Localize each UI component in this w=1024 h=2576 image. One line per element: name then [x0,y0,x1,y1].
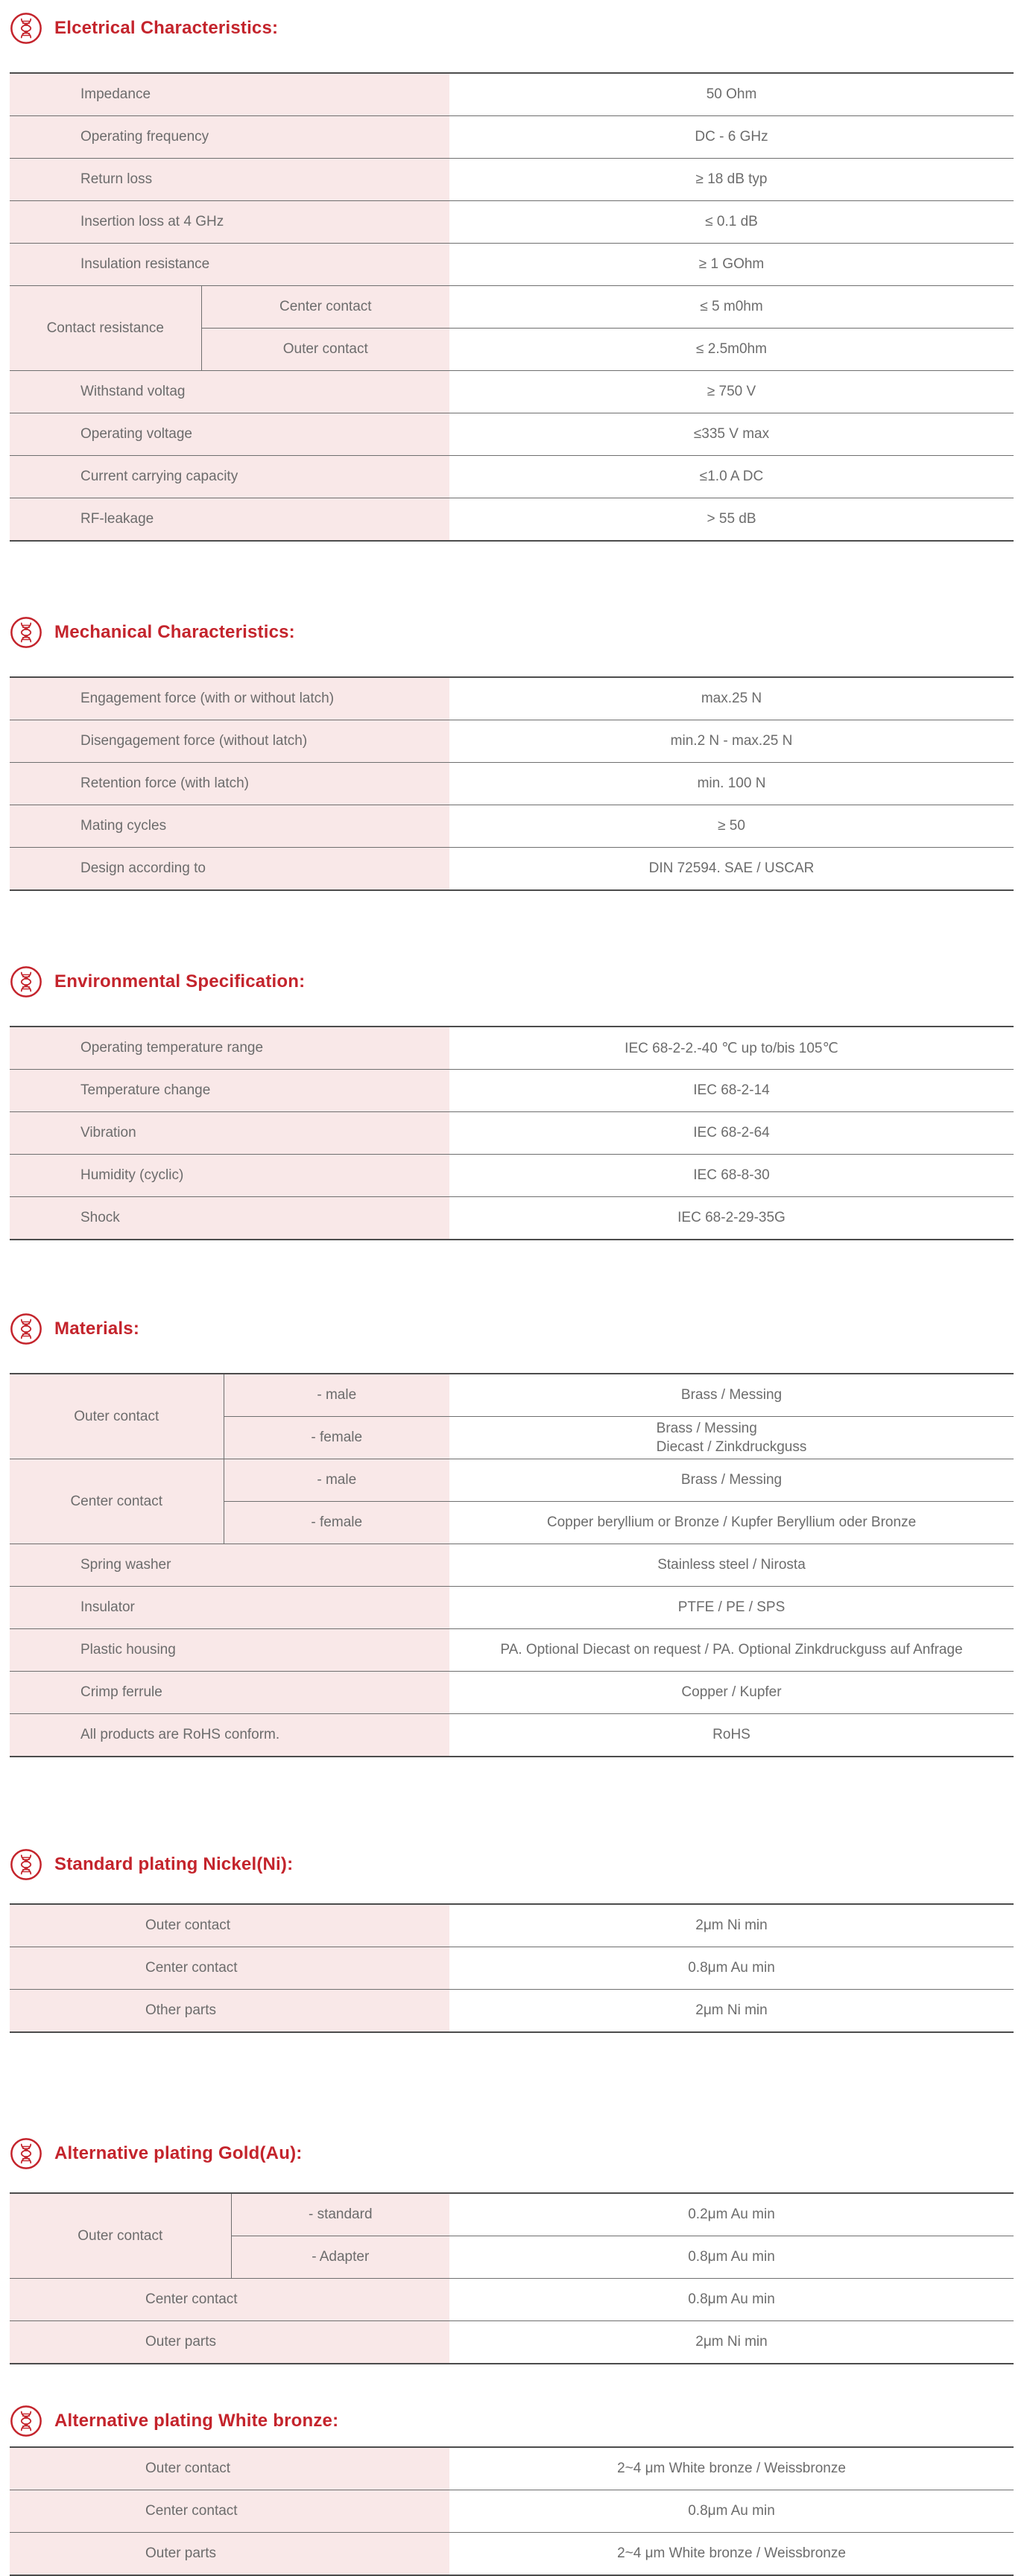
table-row [10,1904,1014,1947]
table-row [10,720,1014,763]
spec-label: Vibration [10,1112,449,1155]
spec-value: ≥ 50 [449,805,1014,848]
spec-label: Center contact [10,1947,449,1990]
spec-sub-label: - female [224,1502,449,1544]
spec-sub-label: - male [224,1374,449,1417]
table-row [10,1070,1014,1112]
spec-label: Humidity (cyclic) [10,1155,449,1197]
table-row [10,1374,1014,1417]
table-row [10,456,1014,498]
table-row [10,498,1014,542]
table-row [10,201,1014,244]
section-title: Alternative plating Gold(Au): [54,2143,303,2163]
table-row [10,244,1014,286]
spec-label: Crimp ferrule [10,1672,449,1714]
table-row [10,1587,1014,1629]
spec-value: 0.8μm Au min [449,2236,1014,2279]
section-mechanical [0,615,1024,891]
section-title: Environmental Specification: [54,971,306,992]
table-row [10,1990,1014,2033]
spec-value: ≤335 V max [449,413,1014,456]
table-row [10,73,1014,116]
table-row [10,1197,1014,1240]
spec-value: ≤ 0.1 dB [449,201,1014,244]
spec-value: Brass / Messing [449,1374,1014,1417]
dna-circle-icon [9,1847,43,1882]
spec-label: Center contact [10,2490,449,2533]
spec-label: Outer contact [10,1904,449,1947]
spec-value: DC - 6 GHz [449,116,1014,159]
section-title: Standard plating Nickel(Ni): [54,1854,294,1874]
dna-circle-icon [9,2136,43,2171]
table-row [10,677,1014,720]
spec-label: Temperature change [10,1070,449,1112]
spec-sub-label: Outer contact [201,329,449,371]
spec-label: Other parts [10,1990,449,2033]
table-row [10,2321,1014,2364]
table-row [10,116,1014,159]
spec-value: RoHS [449,1714,1014,1757]
spec-value: > 55 dB [449,498,1014,542]
spec-value: ≤1.0 A DC [449,456,1014,498]
spec-value: 0.2μm Au min [449,2193,1014,2236]
dna-circle-icon [9,2404,43,2438]
spec-value: Copper / Kupfer [449,1672,1014,1714]
materials-table [10,1373,1014,1757]
spec-label: Design according to [10,848,449,891]
spec-sub-label: - female [224,1417,449,1459]
spec-value: min. 100 N [449,763,1014,805]
spec-value: 2μm Ni min [449,1904,1014,1947]
spec-label: Engagement force (with or without latch) [10,677,449,720]
spec-group-label: Outer contact [10,2193,231,2279]
spec-label: Center contact [10,2279,449,2321]
section-environmental [0,964,1024,1240]
spec-value: Brass / Messing [449,1459,1014,1502]
section-plating-nickel [0,1847,1024,2033]
spec-value: min.2 N - max.25 N [449,720,1014,763]
section-title: Mechanical Characteristics: [54,622,295,642]
spec-label: Current carrying capacity [10,456,449,498]
spec-sub-label: - standard [231,2193,449,2236]
table-row [10,1155,1014,1197]
spec-label: Outer parts [10,2533,449,2576]
spec-value: PTFE / PE / SPS [449,1587,1014,1629]
spec-label: Insertion loss at 4 GHz [10,201,449,244]
spec-label: Disengagement force (without latch) [10,720,449,763]
spec-label: Impedance [10,73,449,116]
table-row [10,1672,1014,1714]
table-row [10,2279,1014,2321]
section-title: Materials: [54,1319,140,1339]
section-header [9,10,1024,46]
section-header [9,1311,1024,1347]
mechanical-characteristics-table [10,676,1014,891]
spec-label: Operating temperature range [10,1027,449,1070]
spec-label: Insulator [10,1587,449,1629]
table-row [10,159,1014,201]
spec-value [449,1417,1014,1459]
table-row [10,1629,1014,1672]
table-row [10,2447,1014,2490]
spec-label: Insulation resistance [10,244,449,286]
spec-value: IEC 68-8-30 [449,1155,1014,1197]
spec-value: IEC 68-2-29-35G [449,1197,1014,1240]
spec-sub-label: Center contact [201,286,449,329]
table-row [10,1112,1014,1155]
section-header [9,2403,1024,2439]
spec-value: ≥ 750 V [449,371,1014,413]
spec-value: 2μm Ni min [449,1990,1014,2033]
section-header [9,615,1024,650]
electrical-characteristics-table [10,72,1014,542]
section-header [9,1847,1024,1882]
section-header [9,964,1024,1000]
spec-group-label: Contact resistance [10,286,201,371]
spec-value: 2~4 μm White bronze / Weissbronze [449,2447,1014,2490]
spec-value: 0.8μm Au min [449,2279,1014,2321]
table-row [10,1947,1014,1990]
spec-label: Operating frequency [10,116,449,159]
dna-circle-icon [9,965,43,999]
spec-value: IEC 68-2-14 [449,1070,1014,1112]
table-row [10,805,1014,848]
spec-value: PA. Optional Diecast on request / PA. Optional Zinkdruckguss auf Anfrage [449,1629,1014,1672]
spec-label: Withstand voltag [10,371,449,413]
spec-label: Operating voltage [10,413,449,456]
spec-value: 50 Ohm [449,73,1014,116]
spec-value: IEC 68-2-2.-40 ℃ up to/bis 105℃ [449,1027,1014,1070]
section-materials [0,1311,1024,1757]
table-row [10,2533,1014,2576]
spec-label: Outer parts [10,2321,449,2364]
table-row [10,286,1014,329]
spec-label: Mating cycles [10,805,449,848]
spec-label: Spring washer [10,1544,449,1587]
spec-value: 0.8μm Au min [449,1947,1014,1990]
spec-group-label: Center contact [10,1459,224,1544]
alternative-plating-white-bronze-table [10,2446,1014,2576]
section-electrical [0,10,1024,542]
two-line-value [657,1419,807,1456]
spec-sub-label: - Adapter [231,2236,449,2279]
spec-value: IEC 68-2-64 [449,1112,1014,1155]
table-row [10,848,1014,891]
spec-value: ≥ 18 dB typ [449,159,1014,201]
table-row [10,1714,1014,1757]
spec-value: DIN 72594. SAE / USCAR [449,848,1014,891]
environmental-specification-table [10,1026,1014,1240]
section-title: Alternative plating White bronze: [54,2411,339,2431]
spec-label: Shock [10,1197,449,1240]
spec-label: RF-leakage [10,498,449,542]
spec-value: 0.8μm Au min [449,2490,1014,2533]
spec-label: Plastic housing [10,1629,449,1672]
table-row [10,1459,1014,1502]
section-header [9,2136,1024,2171]
spec-value: max.25 N [449,677,1014,720]
spec-value: ≤ 2.5m0hm [449,329,1014,371]
dna-circle-icon [9,11,43,45]
spec-label: Outer contact [10,2447,449,2490]
spec-value: 2~4 μm White bronze / Weissbronze [449,2533,1014,2576]
standard-plating-nickel-table [10,1903,1014,2033]
spec-sub-label: - male [224,1459,449,1502]
dna-circle-icon [9,1312,43,1346]
table-row [10,1027,1014,1070]
value-line-2: Diecast / Zinkdruckguss [656,1439,807,1455]
section-plating-gold [0,2136,1024,2364]
table-row [10,763,1014,805]
value-line-1: Brass / Messing [656,1420,757,1436]
section-plating-white-bronze [0,2403,1024,2576]
table-row [10,371,1014,413]
dna-circle-icon [9,615,43,650]
table-row [10,1544,1014,1587]
spec-value: Stainless steel / Nirosta [449,1544,1014,1587]
spec-value: 2μm Ni min [449,2321,1014,2364]
alternative-plating-gold-table [10,2192,1014,2364]
spec-value: Copper beryllium or Bronze / Kupfer Beryllium oder Bronze [449,1502,1014,1544]
spec-label: All products are RoHS conform. [10,1714,449,1757]
spec-value: ≥ 1 GOhm [449,244,1014,286]
spec-label: Return loss [10,159,449,201]
table-row [10,2490,1014,2533]
spec-label: Retention force (with latch) [10,763,449,805]
spec-value: ≤ 5 m0hm [449,286,1014,329]
table-row [10,2193,1014,2236]
section-title: Elcetrical Characteristics: [54,18,279,38]
spec-group-label: Outer contact [10,1374,224,1459]
table-row [10,413,1014,456]
